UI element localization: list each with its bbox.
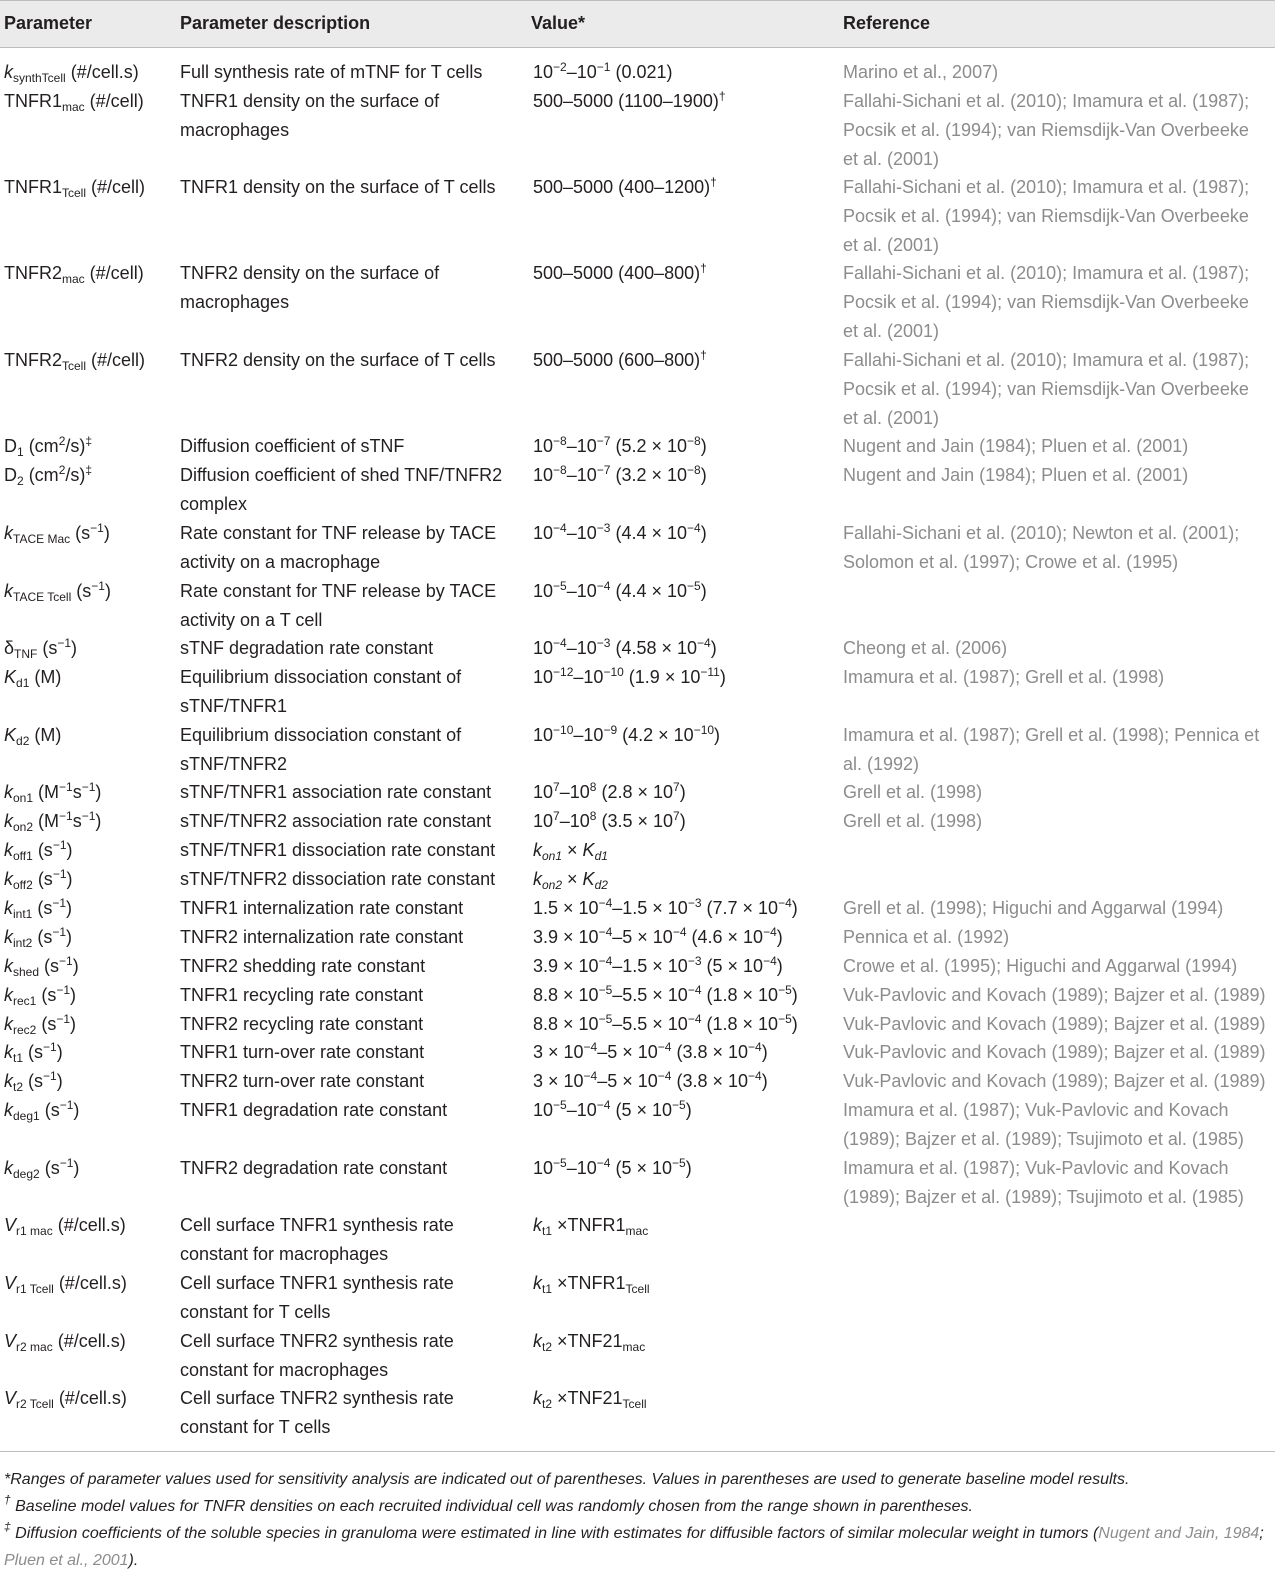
reference-cell[interactable]: Imamura et al. (1987); Grell et al. (1998); Pennica et al. (1992) — [843, 725, 1260, 774]
parameter-cell: $k_{deg1}$ $(s^{-1})$ — [4, 1098, 80, 1123]
footnote-1: *Ranges of parameter values used for sensitivity analysis are indicated out of parentheses. Values in parentheses are used to generate baseline model results. — [4, 1471, 1130, 1488]
value-cell: $10^{-10}-10^{-9}$ $(4.2 \times 10^{-10})$ — [533, 723, 721, 745]
parameter-cell: $k_{t2}$ $(s^{-1})$ — [4, 1069, 63, 1094]
parameter-cell: $K_{d1}$ (M) — [4, 667, 62, 690]
reference-cell[interactable]: Grell et al. (1998) — [843, 782, 983, 802]
description-cell: Equilibrium dissociation constant of sTNF/TNFR2 — [180, 725, 462, 774]
value-cell: $10^{-8}-10^{-7}$ $(3.2 \times 10^{-8})$ — [533, 463, 707, 485]
value-cell: 500–5000 (400–800)† — [533, 261, 707, 283]
description-cell: TNFR1 density on the surface of T cells — [180, 177, 496, 197]
parameter-cell: $k_{int1}$ $(s^{-1})$ — [4, 896, 73, 921]
description-cell: Cell surface TNFR1 synthesis rate constant for T cells — [180, 1273, 454, 1322]
description-cell: TNFR1 turn-over rate constant — [180, 1042, 425, 1062]
description-cell: Cell surface TNFR2 synthesis rate constant for T cells — [180, 1388, 454, 1437]
parameter-cell: $k_{deg2}$ $(s^{-1})$ — [4, 1156, 80, 1181]
reference-cell[interactable]: Fallahi-Sichani et al. (2010); Imamura et al. (1987); Pocsik et al. (1994); van Riemsdijk-Van Overbeeke et al. (2001) — [843, 350, 1250, 428]
reference-cell[interactable]: Cheong et al. (2006) — [843, 638, 1008, 658]
footnote-divider — [0, 1451, 1275, 1452]
footnote-ref-link[interactable]: Nugent and Jain, 1984 — [1098, 1525, 1260, 1542]
reference-cell[interactable]: Fallahi-Sichani et al. (2010); Imamura et al. (1987); Pocsik et al. (1994); van Riemsdijk-Van Overbeeke et al. (2001) — [843, 263, 1250, 341]
reference-cell[interactable]: Imamura et al. (1987); Grell et al. (1998) — [843, 667, 1165, 687]
parameter-cell: $TNFR1_{mac}$ (#/cell) — [4, 91, 144, 114]
footnote-3: ‡ Diffusion coefficients of the soluble species in granuloma were estimated in line with estimates for diffusible factors of similar molecular weight in tumors (Nugent and Jain, 1984; Pluen et al., 2001). — [4, 1520, 1264, 1569]
footnote-ref-link[interactable]: Pluen et al., 2001 — [4, 1552, 129, 1569]
value-cell: $k_{t1}$ $\times TNFR1_{mac}$ — [533, 1215, 649, 1238]
description-cell: TNFR2 shedding rate constant — [180, 956, 426, 976]
parameter-cell: $k_{off1}$ $(s^{-1})$ — [4, 838, 73, 863]
description-cell: TNFR2 degradation rate constant — [180, 1158, 448, 1178]
description-cell: Diffusion coefficient of shed TNF/TNFR2 complex — [180, 465, 503, 514]
reference-cell[interactable]: Grell et al. (1998) — [843, 811, 983, 831]
footnote-2: † Baseline model values for TNFR densities on each recruited individual cell was randomly chosen from the range shown in parentheses. — [4, 1493, 973, 1515]
value-cell: $k_{t1}$ $\times TNFR1_{Tcell}$ — [533, 1273, 650, 1296]
reference-cell[interactable]: Vuk-Pavlovic and Kovach (1989); Bajzer et al. (1989) — [843, 1071, 1266, 1091]
value-cell: $3 \times 10^{-4}-5 \times 10^{-4}$ $(3.8 \times 10^{-4})$ — [533, 1040, 768, 1062]
reference-cell[interactable]: Imamura et al. (1987); Vuk-Pavlovic and Kovach (1989); Bajzer et al. (1989); Tsujimoto et al. (1985) — [843, 1100, 1244, 1149]
description-cell: sTNF/TNFR2 dissociation rate constant — [180, 869, 496, 889]
parameter-cell: $k_{int2}$ $(s^{-1})$ — [4, 925, 73, 950]
parameter-cell: $k_{shed}$ $(s^{-1})$ — [4, 954, 79, 979]
value-cell: $8.8 \times 10^{-5}-5.5 \times 10^{-4}$ $(1.8 \times 10^{-5})$ — [533, 983, 798, 1005]
header-description: Parameter description — [180, 13, 371, 33]
value-cell: $10^{-4}-10^{-3}$ $(4.58 \times 10^{-4})$ — [533, 636, 717, 658]
reference-cell[interactable]: Fallahi-Sichani et al. (2010); Imamura et al. (1987); Pocsik et al. (1994); van Riemsdijk-Van Overbeeke et al. (2001) — [843, 91, 1250, 169]
parameter-cell: $TNFR2_{mac}$ (#/cell) — [4, 263, 144, 286]
reference-cell[interactable]: Nugent and Jain (1984); Pluen et al. (2001) — [843, 465, 1189, 485]
value-cell: $8.8 \times 10^{-5}-5.5 \times 10^{-4}$ $(1.8 \times 10^{-5})$ — [533, 1012, 798, 1034]
value-cell: $3 \times 10^{-4}-5 \times 10^{-4}$ $(3.8 \times 10^{-4})$ — [533, 1069, 768, 1091]
description-cell: Full synthesis rate of mTNF for T cells — [180, 62, 483, 82]
table-header — [0, 0, 1275, 48]
value-cell: $10^{-2}-10^{-1}$ (0.021) — [533, 60, 673, 82]
parameter-cell: $V_{r2 mac}$ (#/cell.s) — [4, 1331, 126, 1354]
description-cell: TNFR1 internalization rate constant — [180, 898, 464, 918]
header-reference: Reference — [843, 13, 931, 33]
value-cell: $10^{-5}-10^{-4}$ $(4.4 \times 10^{-5})$ — [533, 579, 707, 601]
footnotes — [4, 1466, 1270, 1574]
value-cell: $10^{-4}-10^{-3}$ $(4.4 \times 10^{-4})$ — [533, 521, 707, 543]
parameter-cell: $k_{TACE Tcell}$ $(s^{-1})$ — [4, 579, 111, 604]
description-cell: sTNF degradation rate constant — [180, 638, 434, 658]
description-cell: TNFR2 recycling rate constant — [180, 1014, 424, 1034]
description-cell: Diffusion coefficient of sTNF — [180, 436, 405, 456]
description-cell: Rate constant for TNF release by TACE activity on a macrophage — [180, 523, 497, 572]
value-cell: $10^7-10^8$ $(2.8 \times 10^7)$ — [533, 780, 686, 802]
description-cell: TNFR1 degradation rate constant — [180, 1100, 448, 1120]
description-cell: TNFR1 density on the surface of macrophages — [180, 91, 440, 140]
value-cell: $3.9 \times 10^{-4}-1.5 \times 10^{-3}$ $(5 \times 10^{-4})$ — [533, 954, 783, 976]
parameter-cell: $V_{r2 Tcell}$ (#/cell.s) — [4, 1388, 127, 1411]
reference-cell[interactable]: Crowe et al. (1995); Higuchi and Aggarwal (1994) — [843, 956, 1238, 976]
reference-cell[interactable]: Nugent and Jain (1984); Pluen et al. (2001) — [843, 436, 1189, 456]
description-cell: TNFR2 density on the surface of macrophages — [180, 263, 440, 312]
reference-cell[interactable]: Fallahi-Sichani et al. (2010); Imamura et al. (1987); Pocsik et al. (1994); van Riemsdijk-Van Overbeeke et al. (2001) — [843, 177, 1250, 255]
value-cell: $10^{-5}-10^{-4}$ $(5 \times 10^{-5})$ — [533, 1098, 692, 1120]
reference-cell[interactable]: Vuk-Pavlovic and Kovach (1989); Bajzer et al. (1989) — [843, 1042, 1266, 1062]
value-cell: $k_{t2} \times TNF21_{mac}$ — [533, 1331, 646, 1354]
value-cell: $10^7-10^8$ $(3.5 \times 10^7)$ — [533, 809, 686, 831]
value-cell: 500–5000 (600–800)† — [533, 348, 707, 370]
value-cell: 500–5000 (400–1200)† — [533, 175, 717, 197]
value-cell: $k_{on2} \times K_{d2}$ — [533, 869, 608, 892]
parameter-cell: $TNFR2_{Tcell}$ (#/cell) — [4, 350, 146, 373]
description-cell: sTNF/TNFR1 dissociation rate constant — [180, 840, 496, 860]
parameter-cell: $k_{synthTcell}$ (#/cell.s) — [4, 62, 139, 85]
parameter-cell: $V_{r1 Tcell}$ (#/cell.s) — [4, 1273, 127, 1296]
parameter-cell: $k_{TACE Mac}$ $(s^{-1})$ — [4, 521, 110, 546]
description-cell: Rate constant for TNF release by TACE activity on a T cell — [180, 581, 497, 630]
reference-cell[interactable]: Fallahi-Sichani et al. (2010); Newton et al. (2001); Solomon et al. (1997); Crowe et al. (1995) — [843, 523, 1240, 572]
reference-cell[interactable]: Vuk-Pavlovic and Kovach (1989); Bajzer et al. (1989) — [843, 985, 1266, 1005]
parameter-cell: $k_{off2}$ $(s^{-1})$ — [4, 867, 73, 892]
parameter-cell: $k_{rec1}$ $(s^{-1})$ — [4, 983, 77, 1008]
value-cell: $10^{-12}-10^{-10}$ $(1.9 \times 10^{-11})$ — [533, 665, 726, 687]
parameter-cell: $K_{d2}$ (M) — [4, 725, 62, 748]
reference-cell[interactable]: Imamura et al. (1987); Vuk-Pavlovic and Kovach (1989); Bajzer et al. (1989); Tsujimoto et al. (1985) — [843, 1158, 1244, 1207]
description-cell: sTNF/TNFR2 association rate constant — [180, 811, 492, 831]
parameter-cell: $TNFR1_{Tcell}$ (#/cell) — [4, 177, 146, 200]
description-cell: Cell surface TNFR1 synthesis rate constant for macrophages — [180, 1215, 454, 1264]
reference-cell[interactable]: Grell et al. (1998); Higuchi and Aggarwal (1994) — [843, 898, 1224, 918]
reference-cell[interactable]: Vuk-Pavlovic and Kovach (1989); Bajzer et al. (1989) — [843, 1014, 1266, 1034]
description-cell: sTNF/TNFR1 association rate constant — [180, 782, 492, 802]
parameter-cell: $D_2$ $(cm^2/s)^\ddagger$ — [4, 463, 93, 488]
value-cell: 500–5000 (1100–1900)† — [533, 89, 726, 111]
description-cell: TNFR2 turn-over rate constant — [180, 1071, 425, 1091]
value-cell: $k_{t2} \times TNF21_{Tcell}$ — [533, 1388, 647, 1411]
reference-cell[interactable]: Pennica et al. (1992) — [843, 927, 1010, 947]
parameter-cell: $\delta_{TNF}$ $(s^{-1})$ — [4, 636, 78, 661]
description-cell: Equilibrium dissociation constant of sTNF/TNFR1 — [180, 667, 462, 716]
value-cell: $3.9 \times 10^{-4}-5 \times 10^{-4}$ $(4.6 \times 10^{-4})$ — [533, 925, 783, 947]
header-parameter: Parameter — [4, 13, 93, 33]
value-cell: $10^{-8}-10^{-7}$ $(5.2 \times 10^{-8})$ — [533, 434, 707, 456]
parameter-cell: $k_{t1}$ $(s^{-1})$ — [4, 1040, 63, 1065]
description-cell: TNFR2 density on the surface of T cells — [180, 350, 496, 370]
value-cell: $k_{on1} \times K_{d1}$ — [533, 840, 608, 863]
value-cell: $10^{-5}-10^{-4}$ $(5 \times 10^{-5})$ — [533, 1156, 692, 1178]
parameter-cell: $k_{on2}$ $(M^{-1}s^{-1})$ — [4, 809, 102, 834]
description-cell: Cell surface TNFR2 synthesis rate constant for macrophages — [180, 1331, 454, 1380]
parameter-cell: $D_1$ $(cm^2/s)^\ddagger$ — [4, 434, 93, 459]
value-cell: $1.5 \times 10^{-4}-1.5 \times 10^{-3}$ $(7.7 \times 10^{-4})$ — [533, 896, 798, 918]
description-cell: TNFR1 recycling rate constant — [180, 985, 424, 1005]
reference-cell[interactable]: Marino et al., 2007) — [843, 62, 999, 82]
parameter-cell: $V_{r1 mac}$ (#/cell.s) — [4, 1215, 126, 1238]
parameter-cell: $k_{rec2}$ $(s^{-1})$ — [4, 1012, 77, 1037]
description-cell: TNFR2 internalization rate constant — [180, 927, 464, 947]
header-value: Value* — [531, 13, 586, 33]
parameter-cell: $k_{on1}$ $(M^{-1}s^{-1})$ — [4, 780, 102, 805]
